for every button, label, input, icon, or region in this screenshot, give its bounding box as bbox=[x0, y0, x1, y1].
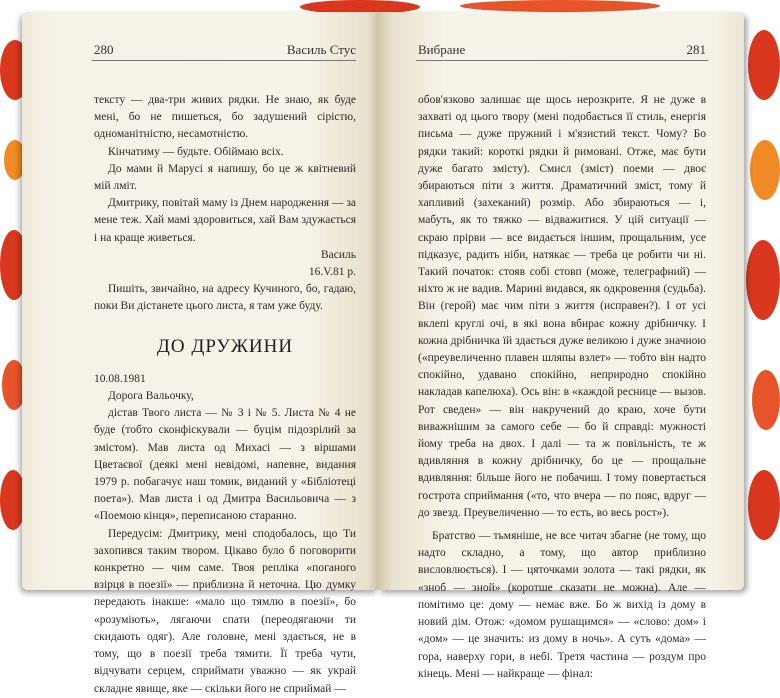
right-page-number: 281 bbox=[686, 42, 706, 57]
left-header-rule bbox=[92, 60, 356, 61]
right-page bbox=[378, 12, 744, 680]
paragraph: Дорога Вальочку, bbox=[108, 390, 194, 403]
chapter-title: ДО ДРУЖИНИ bbox=[156, 335, 294, 357]
paragraph: До мами й Марусі я напишу, бо це ж квітневий мій лміт. bbox=[94, 162, 356, 193]
paragraph: тексту — два-три живих рядки. Не знаю, як буде мені, бо не пишеться, бо задушений сірістю, одноманітністю, несамотністю. bbox=[94, 94, 356, 141]
paragraph: Дмитрику, повітай маму із Днем народження — за мене теж. Хай мамі здоровиться, хай Вам здужається і на краще живеться. bbox=[94, 197, 356, 244]
right-page-text bbox=[418, 92, 706, 683]
paragraph: Передусім: Дмитрику, мені сподобалось, що Ти захопився таким твором. Цікаво було б поговорити конкретно — чим саме. Твоя репліка «поганого взірця в поезії» — приблизна й неточна. Цю думку передають інакше: «мало що тямлю в поезії», бо «розуміють», лягаючи спати (переодягаючи ти скидають одяг). Але головне, мені здається, не в тому, що в поезії треба тямити. Її треба чути, відчувати серцем, сприймати уважно — як украй складне явище, яке — скільки його не сприймай — bbox=[94, 527, 356, 695]
left-page bbox=[22, 12, 378, 695]
signature: Василь bbox=[320, 248, 356, 261]
open-book bbox=[22, 12, 744, 695]
paragraph: Братство — тьмяніше, не все читач збагне (не тому, що надто складно, а тому, що автор приблизно висловлюється). І — цяточками золота — такі рядки, як «зноб — зной» (коротше сказати не можна). Але — помітимо це: дому — немає вже. Бо ж вихід із дому в новий дім. Отож: «домом рушащимся» — «слово: дом» і «дом» — це значить: из дому в ночь». А суть «дома» — гора, наверху гори, в небі. Третя частина — роздум про кінець. Мені — найкраще — фінал: bbox=[418, 530, 706, 680]
left-page-text bbox=[94, 92, 356, 698]
right-running-head: Вибране bbox=[418, 42, 466, 57]
paragraph: дістав Твого листа — № 3 і № 5. Листа № 4 не буде (тобто сконфіскували — буцім підозрілий за змістом). Мав листа од Михасі — з віршами Цветаєвої (деякі мені невідомі, напевне, видання 1979 р. побагачує наш томик, виданий у «Бібліотеці поета»). Мав листа і од Дмитра Васильовича — з «Поемою кінця», переписаною старанно. bbox=[94, 407, 356, 523]
letter-sign-date: 16.V.81 р. bbox=[308, 266, 356, 279]
left-page-number: 280 bbox=[94, 42, 114, 57]
postscript: Пишіть, звичайно, на адресу Кучиного, бо, гадаю, поки Ви дістанете цього листа, я там уже буду. bbox=[94, 283, 356, 313]
right-header-rule bbox=[416, 60, 708, 61]
left-running-head: Василь Стус bbox=[286, 42, 356, 57]
letter-date: 10.08.1981 bbox=[94, 372, 146, 385]
paragraph: Кінчатиму — будьте. Обіймаю всіх. bbox=[108, 145, 284, 158]
paragraph: обов'язково залишає ще щось нерозкрите. Я не дуже в захваті од цього твору (мені подобається її стиль, енергія письма — дуже пружний і м'язистий текст. Чому? Бо рядки такий: короткі рядки й римовані. Отже, має бути дуже багато змісту). Смисл (зміст) поеми — двоє збираються піти з життя. Драматичний зміст, тому й хапливий (захеканий) розмір. Або збираються — і, мабуть, як то тяжко — відважитися. У цій ситуації — скраю прірви — все видається іншим, прощальним, усе підказує, радить ніби, натякає — треба це робити чи ні. Такий початок: стояв собі стовп (може, телеграфний) — ніхто ж не вадив. Марині видався, як одкровення (судьба). Він (герой) має чим піти з життя (исправен?). І от усі вклепі круглі очі, в які вона вбирає кожну дрібничку. І кожна дрібничка їй здається дуже великою і дуже значною («преувеличенно плавен шляпы взлет» — тобто він надто спокійно, удавано спокійно, неприродно спокійно накладав капелюха). Ось він: в «каждой реснице — вызов. Рот сведен» — він накручений до краю, хоче бути виважнішим за самого себе — бо й справді: мужності йому треба на двох. І далі — та ж повільність, те ж вдивляння в кожну дрібничку, бо це — прощальне вдивляння: більше його не побачиш. І тому повертається гострота сприймання («то, что вчера — по пояс, вдруг — до звезд. Преувеличенно — то есть, во весь рост»). bbox=[418, 94, 706, 519]
